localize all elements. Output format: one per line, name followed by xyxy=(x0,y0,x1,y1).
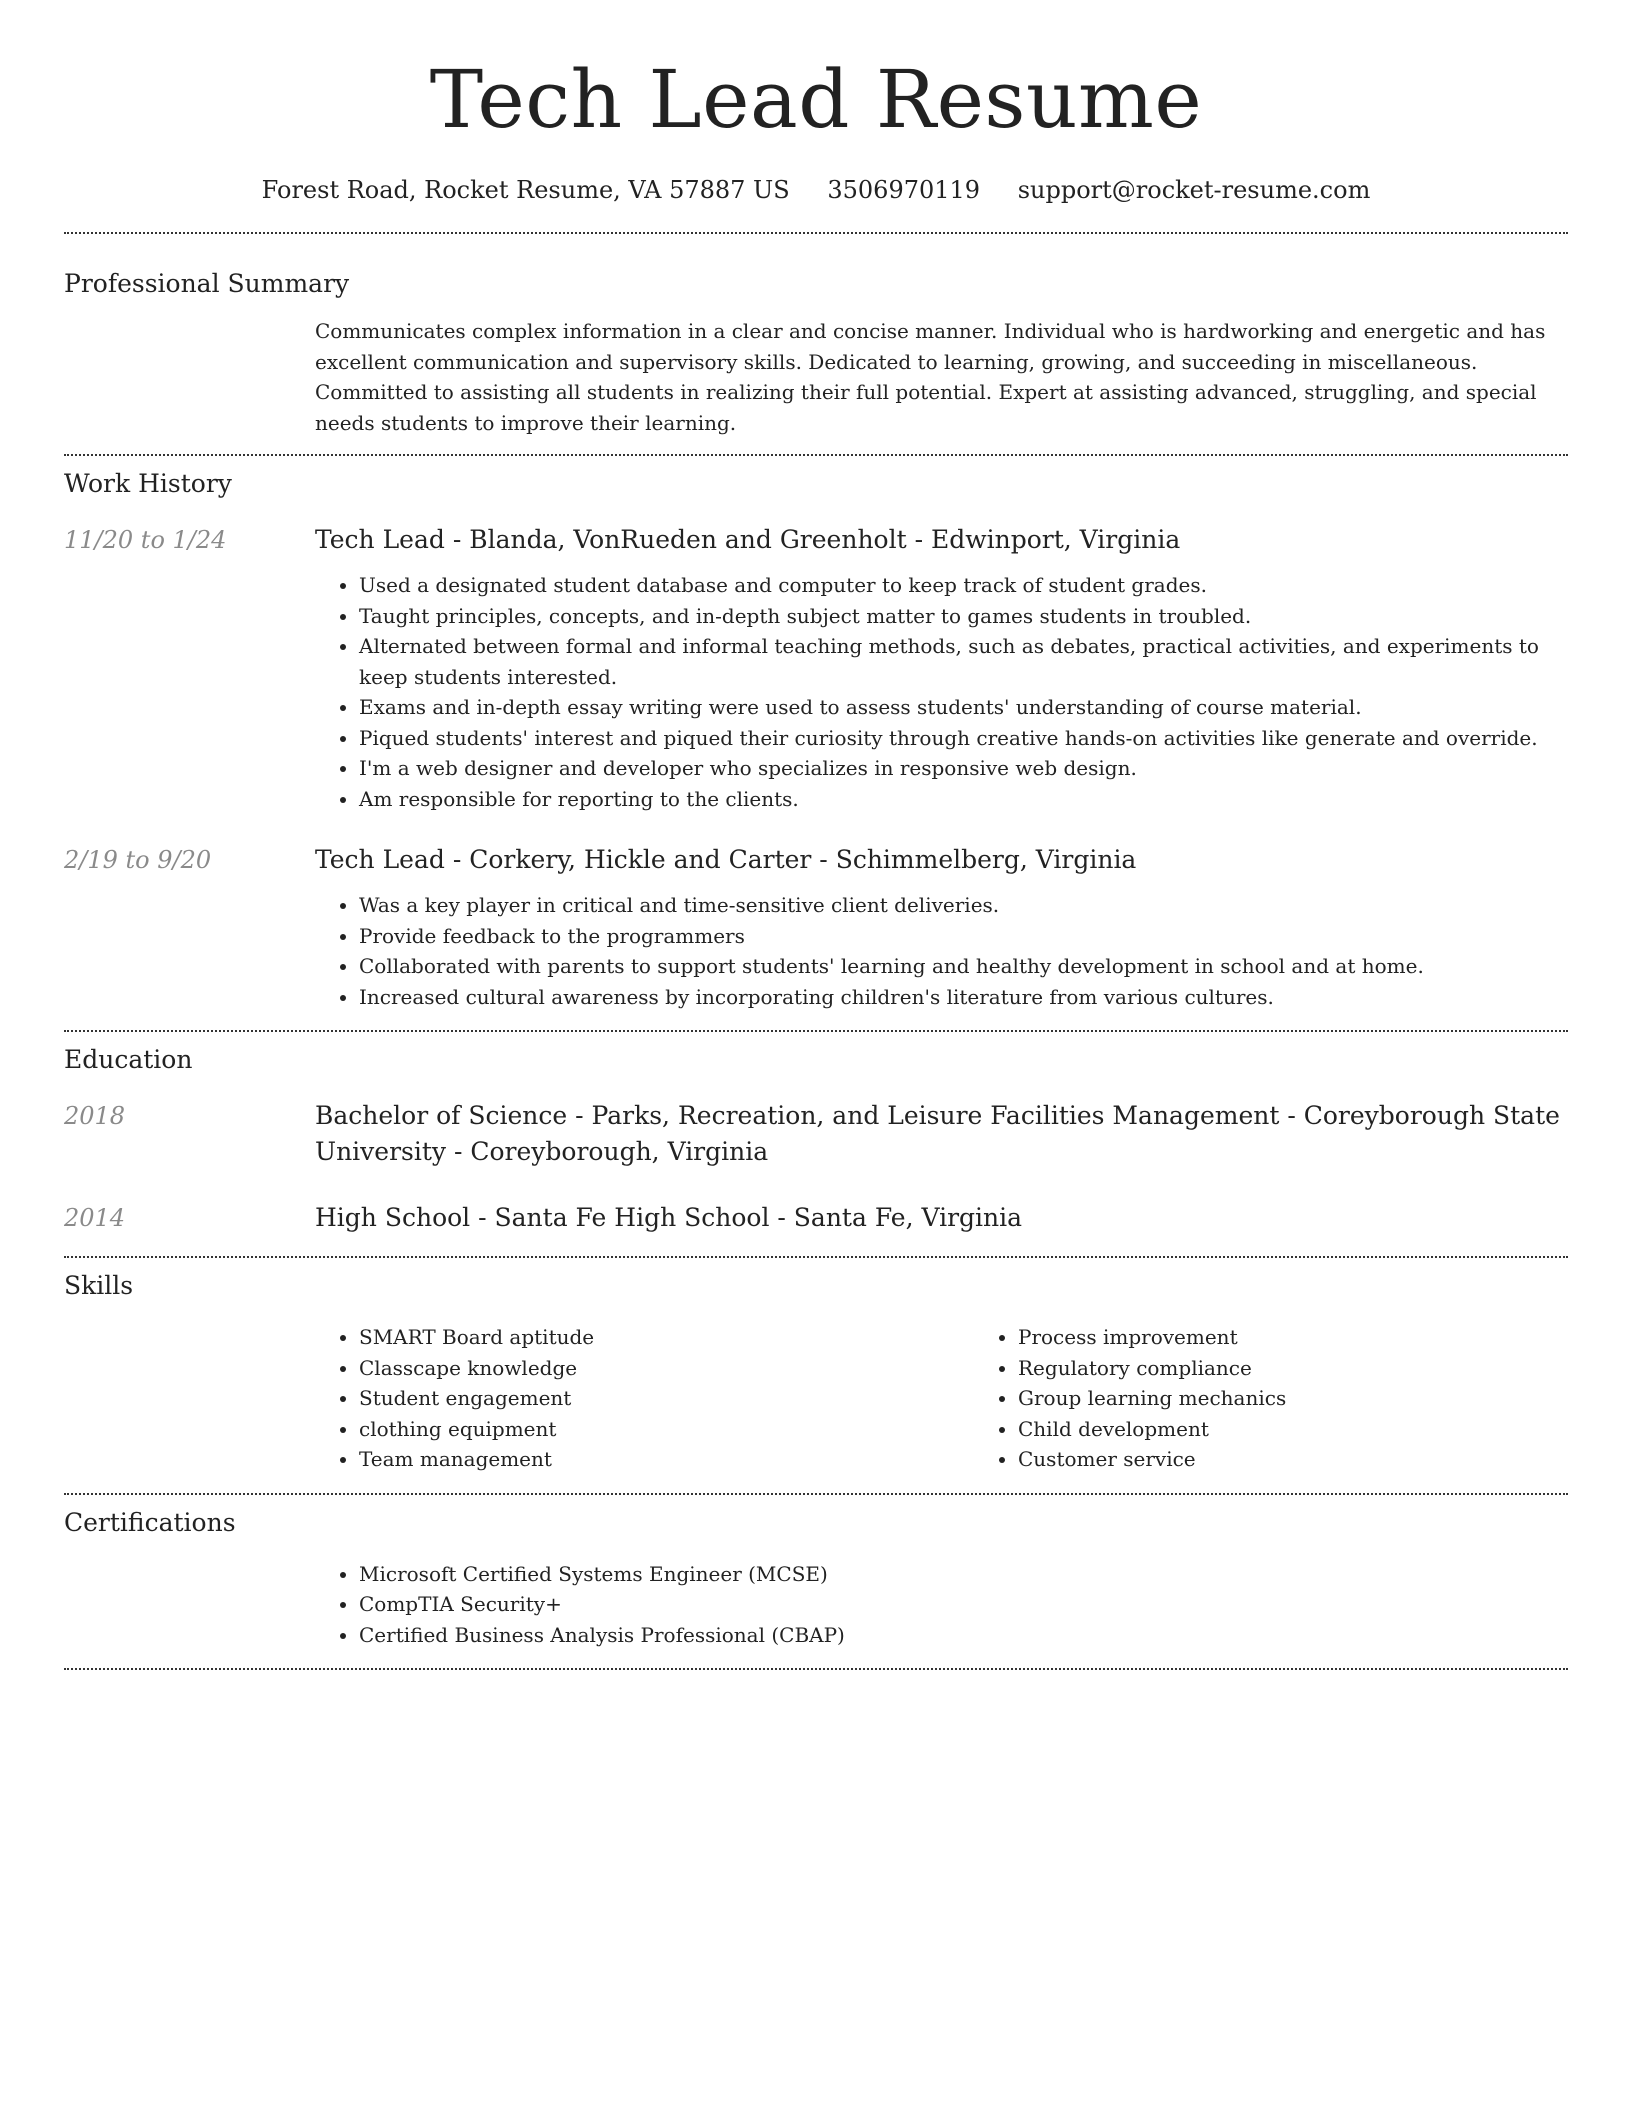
job-entry xyxy=(64,842,1568,1012)
job-title: Tech Lead - Blanda, VonRueden and Greenholt - Edwinport, Virginia xyxy=(315,525,1181,554)
list-item: • Team management xyxy=(359,1444,974,1475)
section-title-skills: Skills xyxy=(64,1271,134,1300)
job-entry xyxy=(64,522,1568,814)
list-item: • Classcape knowledge xyxy=(359,1353,974,1384)
list-item: • Regulatory compliance xyxy=(1018,1353,1632,1384)
section-title-certifications: Certifications xyxy=(64,1507,236,1537)
list-item: • CompTIA Security+ xyxy=(359,1589,1568,1620)
education-year: 2014 xyxy=(64,1204,126,1232)
education-section xyxy=(64,1032,1568,1236)
list-item: • Exams and in-depth essay writing were used to assess students' understanding of course material. xyxy=(359,692,1568,723)
list-item: • Certified Business Analysis Professional (CBAP) xyxy=(359,1620,1568,1651)
education-entry xyxy=(64,1200,1568,1236)
contact-line xyxy=(64,174,1568,206)
section-title-education: Education xyxy=(64,1045,193,1074)
list-item: • Group learning mechanics xyxy=(1018,1383,1632,1414)
list-item: • SMART Board aptitude xyxy=(359,1322,974,1353)
list-item: • Increased cultural awareness by incorporating children's literature from various cultures. xyxy=(359,982,1568,1013)
skills-list-right xyxy=(974,1322,1632,1475)
job-dates: 2/19 to 9/20 xyxy=(64,846,212,874)
list-item: • Taught principles, concepts, and in-depth subject matter to games students in troubled. xyxy=(359,601,1568,632)
list-item: • I'm a web designer and developer who specializes in responsive web design. xyxy=(359,753,1568,784)
certifications-section xyxy=(64,1495,1568,1651)
job-bullets xyxy=(315,890,1568,1012)
list-item: • Was a key player in critical and time-sensitive client deliveries. xyxy=(359,890,1568,921)
job-title: Tech Lead - Corkery, Hickle and Carter - Schimmelberg, Virginia xyxy=(315,845,1137,874)
resume-header xyxy=(64,0,1568,206)
list-item: • Microsoft Certified Systems Engineer (MCSE) xyxy=(359,1559,1568,1590)
education-entry xyxy=(64,1098,1568,1170)
contact-email: support@rocket-resume.com xyxy=(1017,176,1371,204)
skills-list-left xyxy=(315,1322,974,1475)
list-item: • Process improvement xyxy=(1018,1322,1632,1353)
list-item: • Provide feedback to the programmers xyxy=(359,921,1568,952)
education-text: Bachelor of Science - Parks, Recreation, and Leisure Facilities Management - Coreyborough State University - Coreyborough, Virginia xyxy=(315,1101,1560,1166)
summary-text: Communicates complex information in a clear and concise manner. Individual who is hardworking and energetic and has excellent communication and supervisory skills. Dedicated to learning, growing, and succeeding in miscellaneous. Committed to assisting all students in realizing their full potential. Expert at assisting advanced, struggling, and special needs students to improve their learning. xyxy=(315,319,1546,435)
education-text: High School - Santa Fe High School - Santa Fe, Virginia xyxy=(315,1203,1023,1232)
contact-phone: 3506970119 xyxy=(827,176,981,204)
job-dates: 11/20 to 1/24 xyxy=(64,526,227,554)
list-item: • Collaborated with parents to support students' learning and healthy development in school and at home. xyxy=(359,951,1568,982)
section-title-work-history: Work History xyxy=(64,469,232,498)
list-item: • clothing equipment xyxy=(359,1414,974,1445)
contact-address: Forest Road, Rocket Resume, VA 57887 US xyxy=(261,176,790,204)
skills-columns xyxy=(315,1322,1632,1475)
divider xyxy=(64,1668,1568,1670)
list-item: • Child development xyxy=(1018,1414,1632,1445)
list-item: • Used a designated student database and computer to keep track of student grades. xyxy=(359,570,1568,601)
list-item: • Am responsible for reporting to the clients. xyxy=(359,784,1568,815)
job-bullets xyxy=(315,570,1568,814)
summary-section xyxy=(64,234,1568,438)
education-year: 2018 xyxy=(64,1102,126,1130)
resume-title: Tech Lead Resume xyxy=(429,53,1203,146)
work-history-section xyxy=(64,456,1568,1012)
list-item: • Customer service xyxy=(1018,1444,1632,1475)
certifications-list xyxy=(315,1559,1568,1651)
section-title-summary: Professional Summary xyxy=(64,269,350,298)
list-item: • Student engagement xyxy=(359,1383,974,1414)
list-item: • Alternated between formal and informal teaching methods, such as debates, practical activities, and experiments to keep students interested. xyxy=(359,631,1568,692)
skills-section xyxy=(64,1258,1568,1475)
list-item: • Piqued students' interest and piqued their curiosity through creative hands-on activities like generate and override. xyxy=(359,723,1568,754)
